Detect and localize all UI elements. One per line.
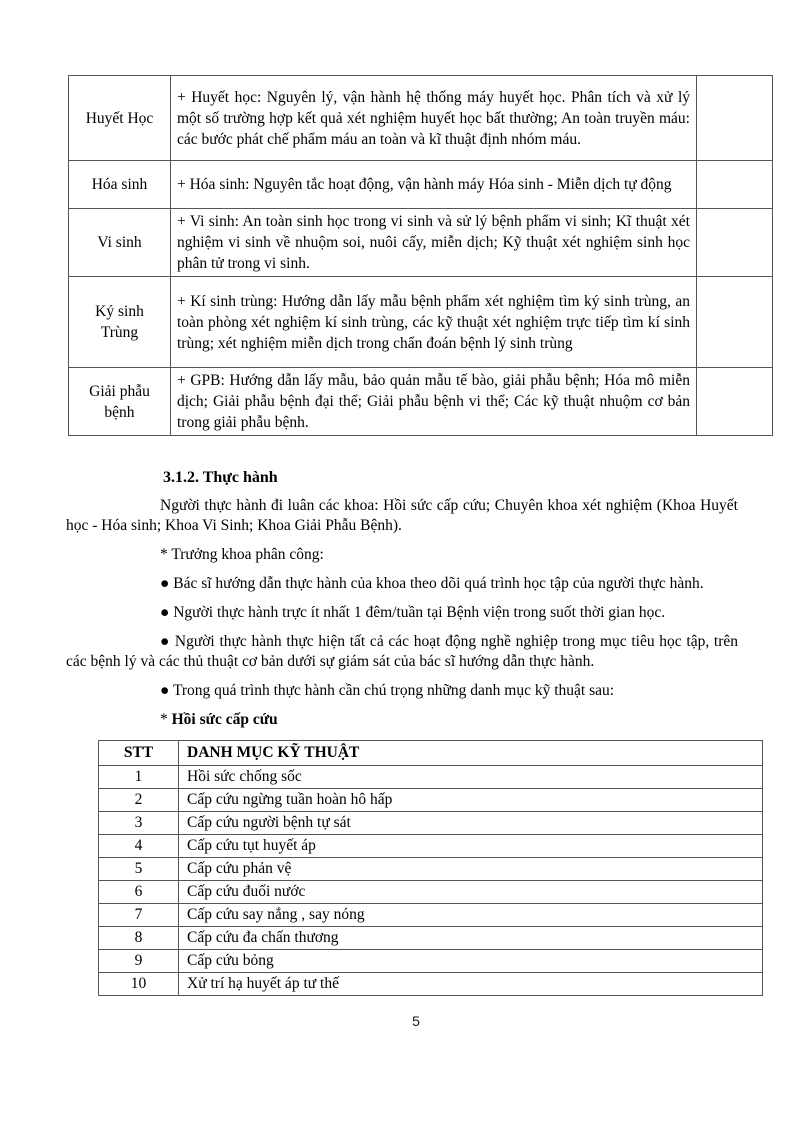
procedure-name: Cấp cứu phản vệ — [179, 858, 763, 881]
table-row — [69, 161, 773, 209]
department-name-cell: Huyết Học — [69, 76, 171, 161]
table-row — [99, 835, 763, 858]
table-row — [69, 368, 773, 436]
table-row — [99, 766, 763, 789]
procedure-index: 4 — [99, 835, 179, 858]
paragraph-assignment: * Trưởng khoa phân công: — [160, 546, 324, 563]
table-row — [99, 950, 763, 973]
procedure-index: 1 — [99, 766, 179, 789]
procedure-index: 7 — [99, 904, 179, 927]
procedure-index: 8 — [99, 927, 179, 950]
procedure-name: Cấp cứu tụt huyết áp — [179, 835, 763, 858]
table-row — [99, 904, 763, 927]
notes-cell-empty — [697, 368, 773, 436]
procedure-index: 10 — [99, 973, 179, 996]
column-header-stt: STT — [99, 741, 179, 766]
departments-table — [68, 75, 773, 436]
table-row — [99, 812, 763, 835]
notes-cell-empty — [697, 209, 773, 277]
procedure-index: 9 — [99, 950, 179, 973]
department-description-cell: + GPB: Hướng dẫn lấy mẫu, bảo quản mẫu tế bào, giải phẫu bệnh; Hóa mô miễn dịch; Giải phẫu bệnh đại thể; Giải phẫu bệnh vi thể; Các kỹ thuật nhuộm cơ bản trong giải phẫu bệnh. — [171, 368, 697, 436]
subsection-heading-marker: * — [160, 711, 172, 728]
section-heading: 3.1.2. Thực hành — [163, 469, 278, 486]
procedure-name: Cấp cứu đuối nước — [179, 881, 763, 904]
table-row — [99, 858, 763, 881]
procedure-index: 2 — [99, 789, 179, 812]
department-description-cell: + Vi sinh: An toàn sinh học trong vi sinh và sử lý bệnh phẩm vi sinh; Kĩ thuật xét nghiệm vi sinh về nhuộm soi, nuôi cấy, miễn dịch; Kỹ thuật xét nghiệm sinh học phân tử trong vi sinh. — [171, 209, 697, 277]
notes-cell-empty — [697, 277, 773, 368]
procedure-index: 6 — [99, 881, 179, 904]
department-name-cell: Vi sinh — [69, 209, 171, 277]
table-row — [69, 76, 773, 161]
procedures-table — [98, 740, 763, 996]
notes-cell-empty — [697, 161, 773, 209]
department-description-cell: + Hóa sinh: Nguyên tắc hoạt động, vận hành máy Hóa sinh - Miễn dịch tự động — [171, 161, 697, 209]
notes-cell-empty — [697, 76, 773, 161]
procedure-name: Hồi sức chống sốc — [179, 766, 763, 789]
table-row — [99, 927, 763, 950]
table-header-row — [99, 741, 763, 766]
bullet-professional-activities: ● Người thực hành thực hiện tất cả các hoạt động nghề nghiệp trong mục tiêu học tập, trên các bệnh lý và các thủ thuật cơ bản dưới sự giám sát của bác sĩ hướng dẫn thực hành. — [66, 633, 738, 670]
procedure-name: Cấp cứu người bệnh tự sát — [179, 812, 763, 835]
table-row — [99, 881, 763, 904]
department-name-cell: Hóa sinh — [69, 161, 171, 209]
procedure-name: Cấp cứu bỏng — [179, 950, 763, 973]
table-row — [69, 209, 773, 277]
procedure-index: 5 — [99, 858, 179, 881]
paragraph-intro: Người thực hành đi luân các khoa: Hồi sức cấp cứu; Chuyên khoa xét nghiệm (Khoa Huyết học - Hóa sinh; Khoa Vi Sinh; Khoa Giải Phẫu Bệnh). — [66, 497, 738, 534]
page-number: 5 — [412, 1013, 420, 1029]
column-header-name: DANH MỤC KỸ THUẬT — [179, 741, 763, 766]
subsection-heading-label: Hồi sức cấp cứu — [171, 711, 278, 728]
procedure-name: Cấp cứu đa chấn thương — [179, 927, 763, 950]
subsection-heading — [66, 710, 738, 730]
department-name-cell: Ký sinh Trùng — [69, 277, 171, 368]
procedure-name: Cấp cứu say nắng , say nóng — [179, 904, 763, 927]
bullet-doctor-supervision: ● Bác sĩ hướng dẫn thực hành của khoa theo dõi quá trình học tập của người thực hành. — [160, 575, 704, 592]
department-description-cell: + Kí sinh trùng: Hướng dẫn lấy mẫu bệnh phẩm xét nghiệm tìm ký sinh trùng, an toàn phòng xét nghiệm kí sinh trùng, các kỹ thuật xét nghiệm trực tiếp tìm kí sinh trùng; xét nghiệm miễn dịch trong chẩn đoán bệnh lý sinh trùng — [171, 277, 697, 368]
bullet-technical-list-note: ● Trong quá trình thực hành cần chú trọng những danh mục kỹ thuật sau: — [160, 682, 615, 699]
procedure-name: Cấp cứu ngừng tuần hoàn hô hấp — [179, 789, 763, 812]
table-row — [99, 973, 763, 996]
table-row — [99, 789, 763, 812]
table-row — [69, 277, 773, 368]
procedure-name: Xử trí hạ huyết áp tư thế — [179, 973, 763, 996]
bullet-night-shift: ● Người thực hành trực ít nhất 1 đêm/tuần tại Bệnh viện trong suốt thời gian học. — [160, 604, 666, 621]
department-description-cell: + Huyết học: Nguyên lý, vận hành hệ thống máy huyết học. Phân tích và xử lý một số trường hợp kết quả xét nghiệm huyết học bất thường; An toàn truyền máu: các bước phát chế phẩm máu an toàn và kĩ thuật định nhóm máu. — [171, 76, 697, 161]
department-name-cell: Giải phẫu bệnh — [69, 368, 171, 436]
procedure-index: 3 — [99, 812, 179, 835]
